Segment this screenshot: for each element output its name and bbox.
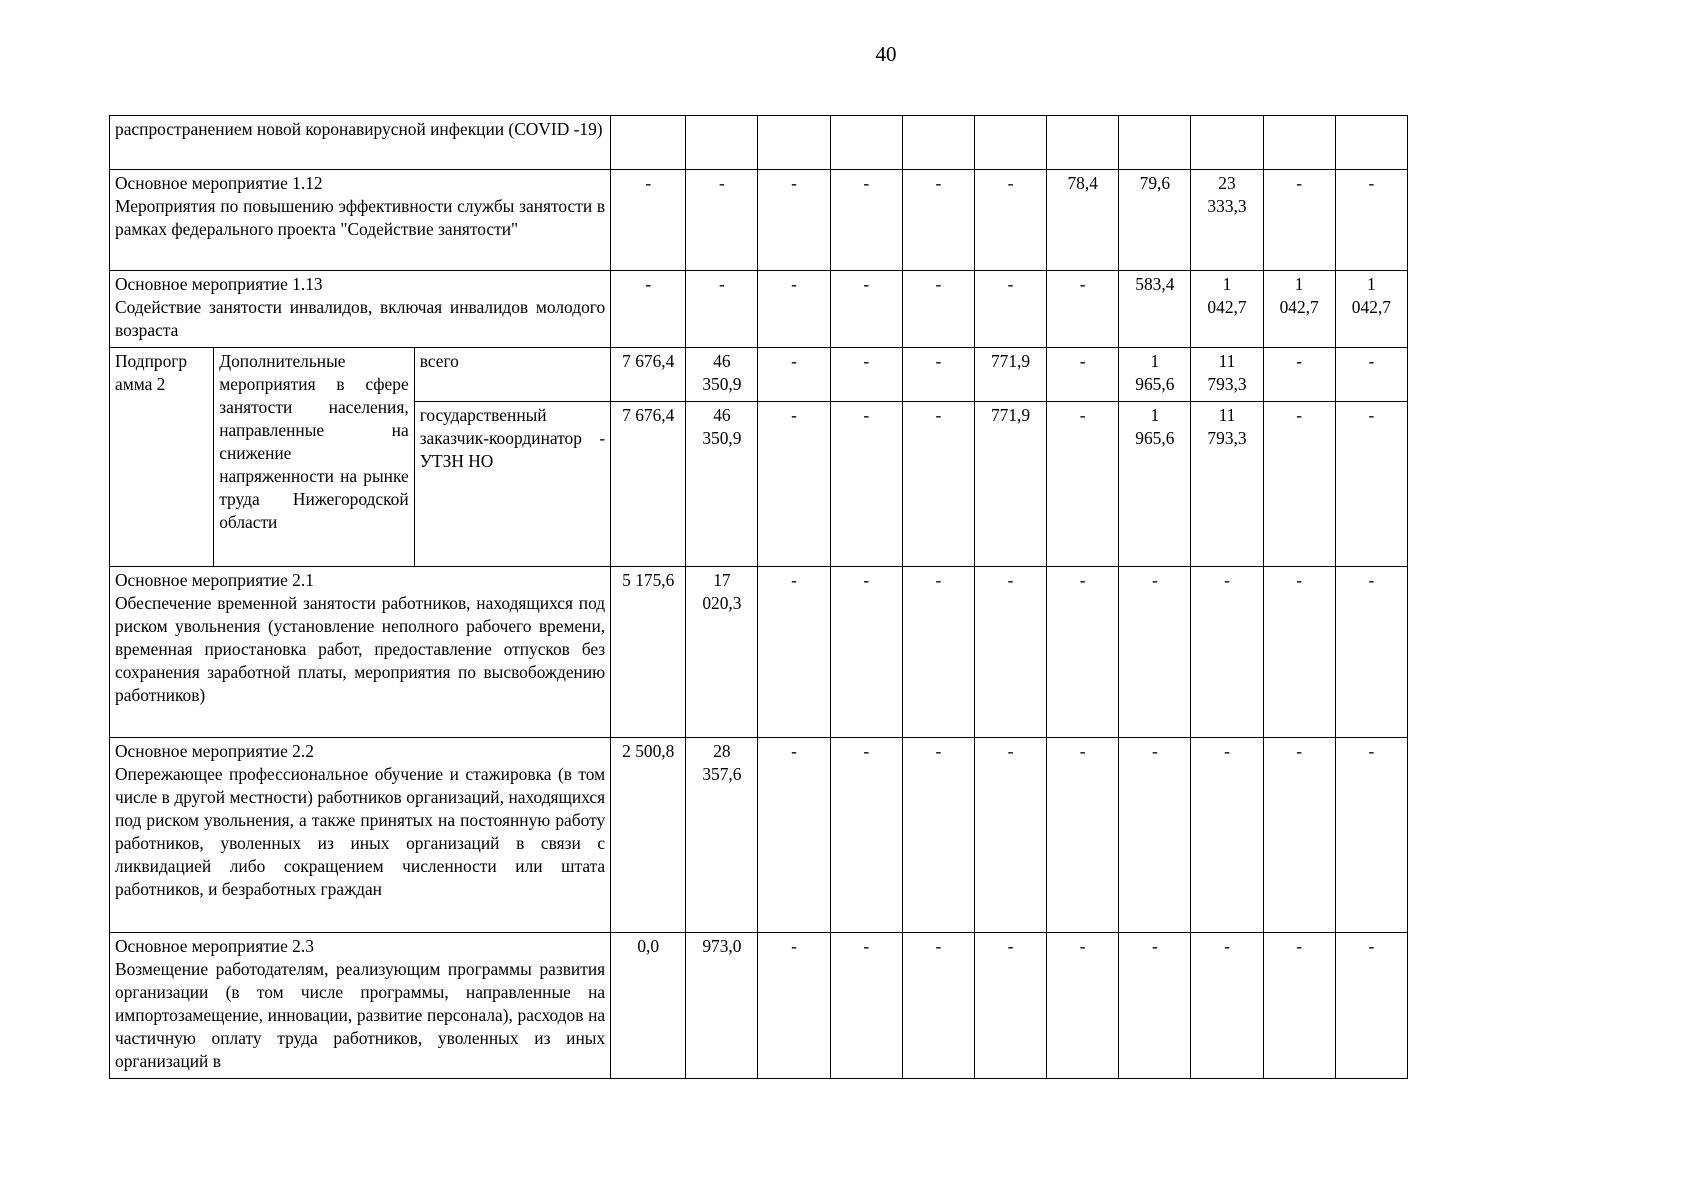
value-cell: -	[1335, 567, 1407, 738]
row-description: Основное мероприятие 2.3 Возмещение работодателям, реализующим программы развития организации (в том числе программы, направленные на импортозамещение, инновации, развитие персонала), расходов на частичную оплату труда работников, уволенных из иных организаций в	[110, 933, 611, 1079]
value-cell: -	[974, 567, 1046, 738]
budget-table	[109, 115, 1408, 1079]
table-row	[110, 738, 1408, 933]
value-cell: 0,0	[611, 933, 686, 1079]
value-cell: 771,9	[974, 348, 1046, 402]
value-cell: -	[758, 738, 830, 933]
value-cell: 46 350,9	[686, 348, 758, 402]
value-cell: -	[902, 402, 974, 567]
value-cell: 23 333,3	[1191, 170, 1263, 271]
value-cell: -	[1335, 738, 1407, 933]
value-cell: -	[1119, 933, 1191, 1079]
row-description: Основное мероприятие 2.2 Опережающее профессиональное обучение и стажировка (в том числе в другой местности) работников организаций, находящихся под риском увольнения, а также принятых на постоянную работу работников, уволенных из иных организаций в связи с ликвидацией либо сокращением численности или штата работников, и безработных граждан	[110, 738, 611, 933]
value-cell: 1 042,7	[1263, 271, 1335, 348]
value-cell: -	[1263, 402, 1335, 567]
value-cell: -	[758, 567, 830, 738]
value-cell: 1 965,6	[1119, 348, 1191, 402]
value-cell: -	[1263, 567, 1335, 738]
table-row	[110, 933, 1408, 1079]
row-description: Основное мероприятие 1.13 Содействие занятости инвалидов, включая инвалидов молодого возраста	[110, 271, 611, 348]
value-cell: -	[611, 170, 686, 271]
value-cell: -	[1119, 738, 1191, 933]
row-label: всего	[414, 348, 610, 402]
value-cell: -	[902, 348, 974, 402]
table-row	[110, 567, 1408, 738]
value-cell: -	[1191, 738, 1263, 933]
value-cell: 583,4	[1119, 271, 1191, 348]
value-cell: -	[902, 738, 974, 933]
value-cell: -	[1047, 933, 1119, 1079]
value-cell: -	[1191, 933, 1263, 1079]
value-cell: -	[686, 271, 758, 348]
value-cell: 17 020,3	[686, 567, 758, 738]
value-cell: -	[1047, 567, 1119, 738]
value-cell: -	[902, 933, 974, 1079]
table-row	[110, 271, 1408, 348]
value-cell: 11 793,3	[1191, 348, 1263, 402]
value-cell: -	[902, 271, 974, 348]
value-cell: -	[974, 271, 1046, 348]
subprogram-name: Дополнительные мероприятия в сфере занятости населения, направленные на снижение напряженности на рынке труда Нижегородской области	[214, 348, 414, 567]
value-cell: 28 357,6	[686, 738, 758, 933]
value-cell: -	[1047, 738, 1119, 933]
value-cell: -	[1047, 402, 1119, 567]
value-cell: 11 793,3	[1191, 402, 1263, 567]
value-cell: 7 676,4	[611, 348, 686, 402]
value-cell: -	[758, 933, 830, 1079]
page-number: 40	[875, 42, 897, 66]
row-label: государственный заказчик-координатор - УТЗН НО	[414, 402, 610, 567]
value-cell: 2 500,8	[611, 738, 686, 933]
value-cell: -	[1263, 738, 1335, 933]
value-cell: -	[974, 933, 1046, 1079]
value-cell: -	[1335, 170, 1407, 271]
value-cell: 771,9	[974, 402, 1046, 567]
value-cell: -	[902, 567, 974, 738]
table-row	[110, 348, 1408, 402]
value-cell: -	[758, 348, 830, 402]
value-cell: -	[1047, 271, 1119, 348]
value-cell: 1 965,6	[1119, 402, 1191, 567]
value-cell: -	[1119, 567, 1191, 738]
subprogram-label: Подпрогр амма 2	[110, 348, 214, 567]
table-row	[110, 116, 1408, 170]
value-cell: -	[1263, 170, 1335, 271]
value-cell: -	[758, 271, 830, 348]
value-cell: -	[830, 402, 902, 567]
value-cell: -	[1335, 348, 1407, 402]
value-cell: -	[1263, 933, 1335, 1079]
value-cell: 79,6	[1119, 170, 1191, 271]
value-cell: 973,0	[686, 933, 758, 1079]
value-cell: 7 676,4	[611, 402, 686, 567]
value-cell: -	[758, 170, 830, 271]
value-cell: -	[686, 170, 758, 271]
value-cell: -	[1335, 402, 1407, 567]
value-cell: -	[830, 567, 902, 738]
value-cell: -	[1263, 348, 1335, 402]
row-description: Основное мероприятие 1.12 Мероприятия по повышению эффективности службы занятости в рамках федерального проекта "Содействие занятости"	[110, 170, 611, 271]
value-cell: 5 175,6	[611, 567, 686, 738]
value-cell: -	[1335, 933, 1407, 1079]
value-cell: -	[611, 271, 686, 348]
value-cell: -	[830, 271, 902, 348]
value-cell: -	[830, 933, 902, 1079]
value-cell: -	[758, 402, 830, 567]
value-cell: 1 042,7	[1191, 271, 1263, 348]
value-cell: -	[830, 348, 902, 402]
value-cell: -	[974, 738, 1046, 933]
table-row	[110, 170, 1408, 271]
value-cell: 46 350,9	[686, 402, 758, 567]
value-cell: -	[830, 738, 902, 933]
value-cell: 78,4	[1047, 170, 1119, 271]
value-cell: -	[1047, 348, 1119, 402]
value-cell: -	[1191, 567, 1263, 738]
value-cell: 1 042,7	[1335, 271, 1407, 348]
value-cell: -	[974, 170, 1046, 271]
value-cell: -	[902, 170, 974, 271]
value-cell: -	[830, 170, 902, 271]
row-description: распространением новой коронавирусной инфекции (COVID -19)	[110, 116, 611, 170]
row-description: Основное мероприятие 2.1 Обеспечение временной занятости работников, находящихся под риском увольнения (установление неполного рабочего времени, временная приостановка работ, предоставление отпусков без сохранения заработной платы, мероприятия по высвобождению работников)	[110, 567, 611, 738]
